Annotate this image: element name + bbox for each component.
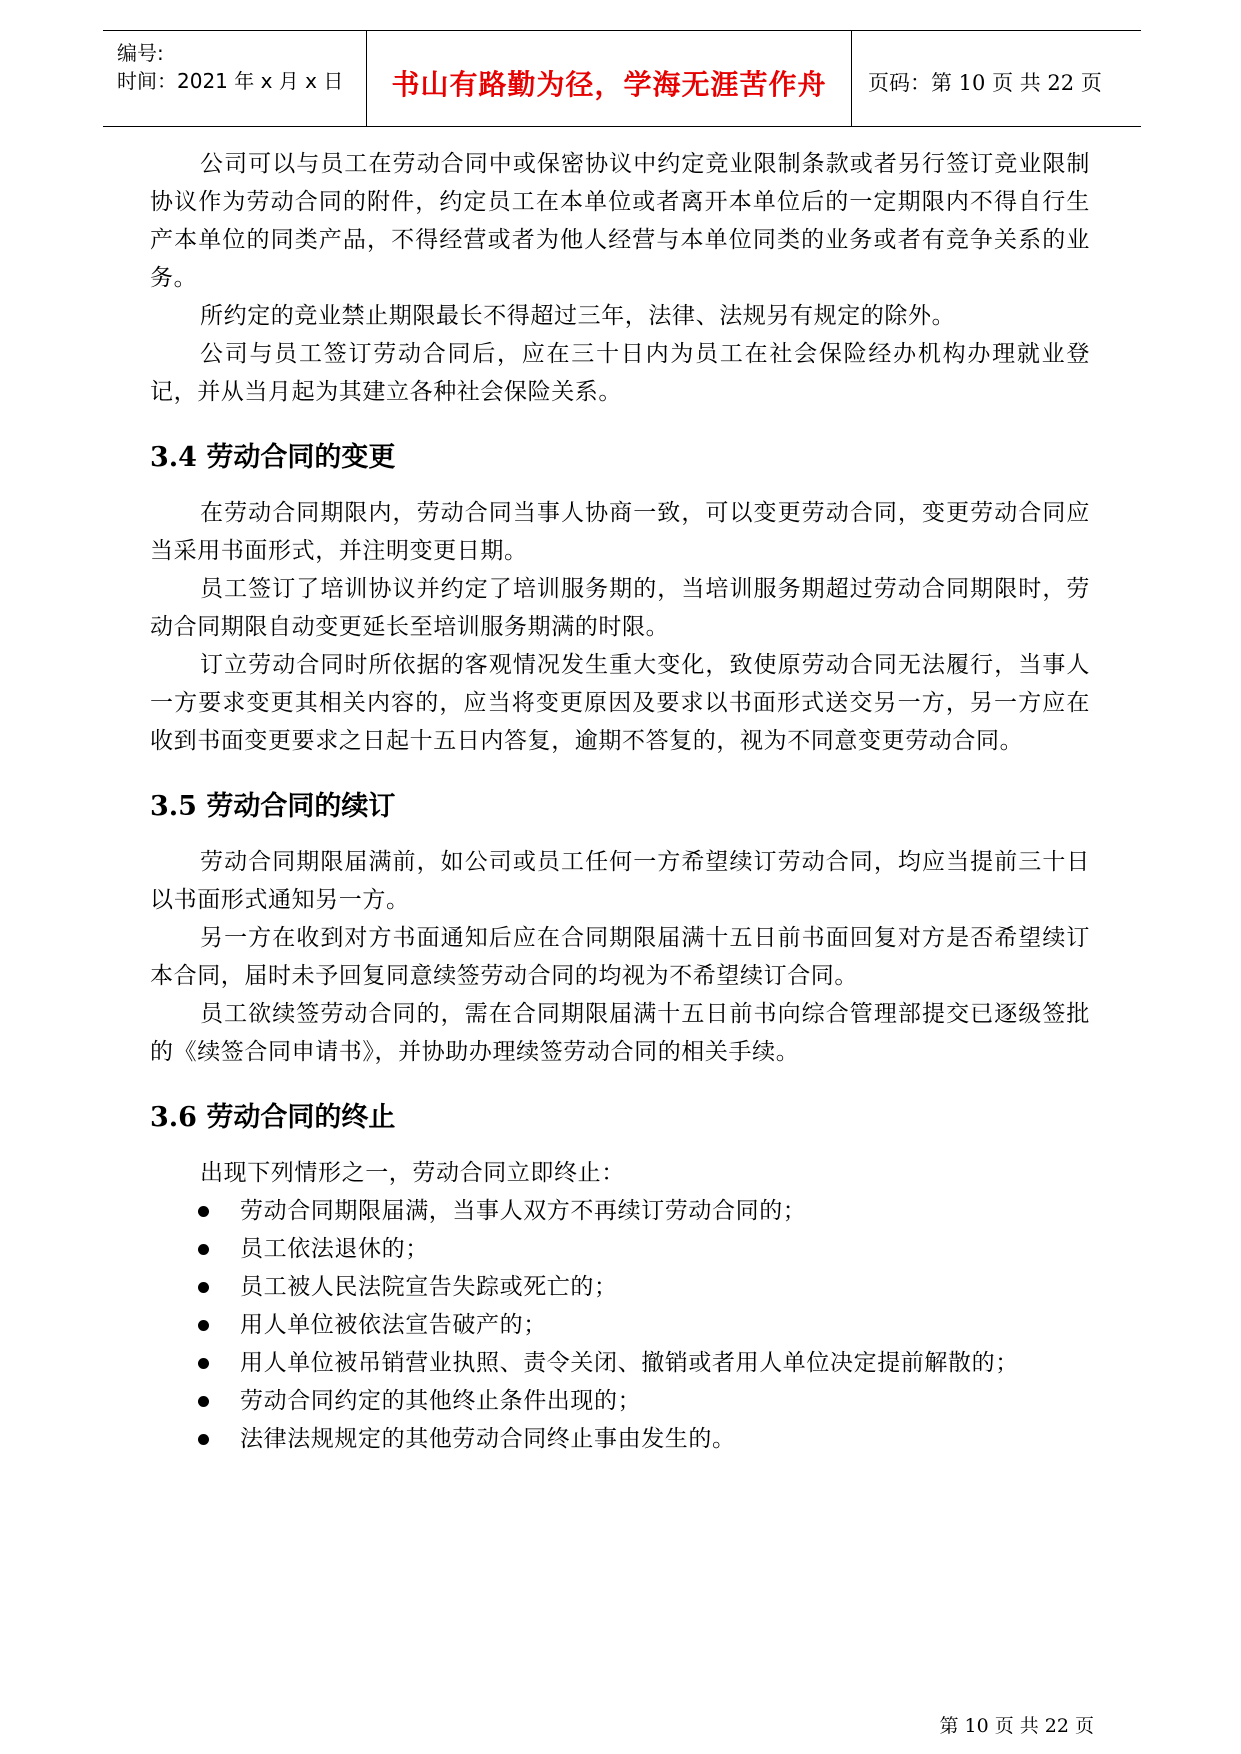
bullet-icon: [198, 1434, 209, 1445]
header-right-cell: [852, 31, 1141, 126]
bullet-icon: [198, 1358, 209, 1369]
list-item-text: 员工依法退休的；: [240, 1236, 429, 1262]
list-item-text: 用人单位被吊销营业执照、责令关闭、撤销或者用人单位决定提前解散的；: [240, 1350, 1019, 1376]
section-heading-3-4: 3.4 劳动合同的变更: [150, 442, 396, 473]
header-middle-cell: [367, 31, 852, 126]
list-item: [150, 1344, 1090, 1382]
list-item-text: 员工被人民法院宣告失踪或死亡的；: [240, 1274, 618, 1300]
section-3-4: [150, 494, 1090, 760]
section-intro: [150, 145, 1090, 411]
document-time-label: 时间：2021 年 x 月 x 日: [117, 69, 344, 93]
section-3-5: [150, 843, 1090, 1071]
paragraph: 公司与员工签订劳动合同后，应在三十日内为员工在社会保险经办机构办理就业登记，并从当月起为其建立各种社会保险关系。: [150, 341, 1090, 405]
paragraph: 另一方在收到对方书面通知后应在合同期限届满十五日前书面回复对方是否希望续订本合同，届时未予回复同意续签劳动合同的均视为不希望续订合同。: [150, 925, 1090, 989]
list-item: [150, 1192, 1090, 1230]
paragraph: 在劳动合同期限内，劳动合同当事人协商一致，可以变更劳动合同，变更劳动合同应当采用书面形式，并注明变更日期。: [150, 500, 1090, 564]
paragraph: 出现下列情形之一，劳动合同立即终止：: [200, 1160, 625, 1186]
header-left-cell: [103, 31, 367, 126]
list-item: [150, 1382, 1090, 1420]
bullet-icon: [198, 1206, 209, 1217]
header-motto: 书山有路勤为径，学海无涯苦作舟: [391, 68, 827, 101]
paragraph: 公司可以与员工在劳动合同中或保密协议中约定竞业限制条款或者另行签订竞业限制协议作为劳动合同的附件，约定员工在本单位或者离开本单位后的一定期限内不得自行生产本单位的同类产品，不得经营或者为他人经营与本单位同类的业务或者有竞争关系的业务。: [150, 151, 1090, 291]
header-page-info: 页码：第 10 页 共 22 页: [868, 71, 1102, 95]
section-heading-3-5: 3.5 劳动合同的续订: [150, 791, 396, 822]
list-item-text: 用人单位被依法宣告破产的；: [240, 1312, 547, 1338]
page-footer: 第 10 页 共 22 页: [939, 1715, 1094, 1737]
list-item-text: 劳动合同约定的其他终止条件出现的；: [240, 1388, 642, 1414]
document-body: [150, 145, 1090, 1458]
bullet-icon: [198, 1396, 209, 1407]
termination-list: [150, 1192, 1090, 1458]
list-item-text: 劳动合同期限届满，当事人双方不再续订劳动合同的；: [240, 1198, 807, 1224]
paragraph: 员工欲续签劳动合同的，需在合同期限届满十五日前书向综合管理部提交已逐级签批的《续签合同申请书》，并协助办理续签劳动合同的相关手续。: [150, 1001, 1090, 1065]
paragraph: 订立劳动合同时所依据的客观情况发生重大变化，致使原劳动合同无法履行，当事人一方要求变更其相关内容的，应当将变更原因及要求以书面形式送交另一方，另一方应在收到书面变更要求之日起十五日内答复，逾期不答复的，视为不同意变更劳动合同。: [150, 652, 1090, 754]
list-item: [150, 1268, 1090, 1306]
bullet-icon: [198, 1320, 209, 1331]
section-heading-3-6: 3.6 劳动合同的终止: [150, 1102, 396, 1133]
list-item: [150, 1306, 1090, 1344]
list-item-text: 法律法规规定的其他劳动合同终止事由发生的。: [240, 1426, 736, 1452]
paragraph: 所约定的竞业禁止期限最长不得超过三年，法律、法规另有规定的除外。: [200, 303, 956, 329]
list-item: [150, 1420, 1090, 1458]
list-item: [150, 1230, 1090, 1268]
paragraph: 员工签订了培训协议并约定了培训服务期的，当培训服务期超过劳动合同期限时，劳动合同期限自动变更延长至培训服务期满的时限。: [150, 576, 1090, 640]
section-3-6: [150, 1154, 1090, 1458]
document-number-label: 编号:: [117, 41, 164, 65]
bullet-icon: [198, 1244, 209, 1255]
page-header: [103, 30, 1141, 127]
paragraph: 劳动合同期限届满前，如公司或员工任何一方希望续订劳动合同，均应当提前三十日以书面形式通知另一方。: [150, 849, 1090, 913]
bullet-icon: [198, 1282, 209, 1293]
